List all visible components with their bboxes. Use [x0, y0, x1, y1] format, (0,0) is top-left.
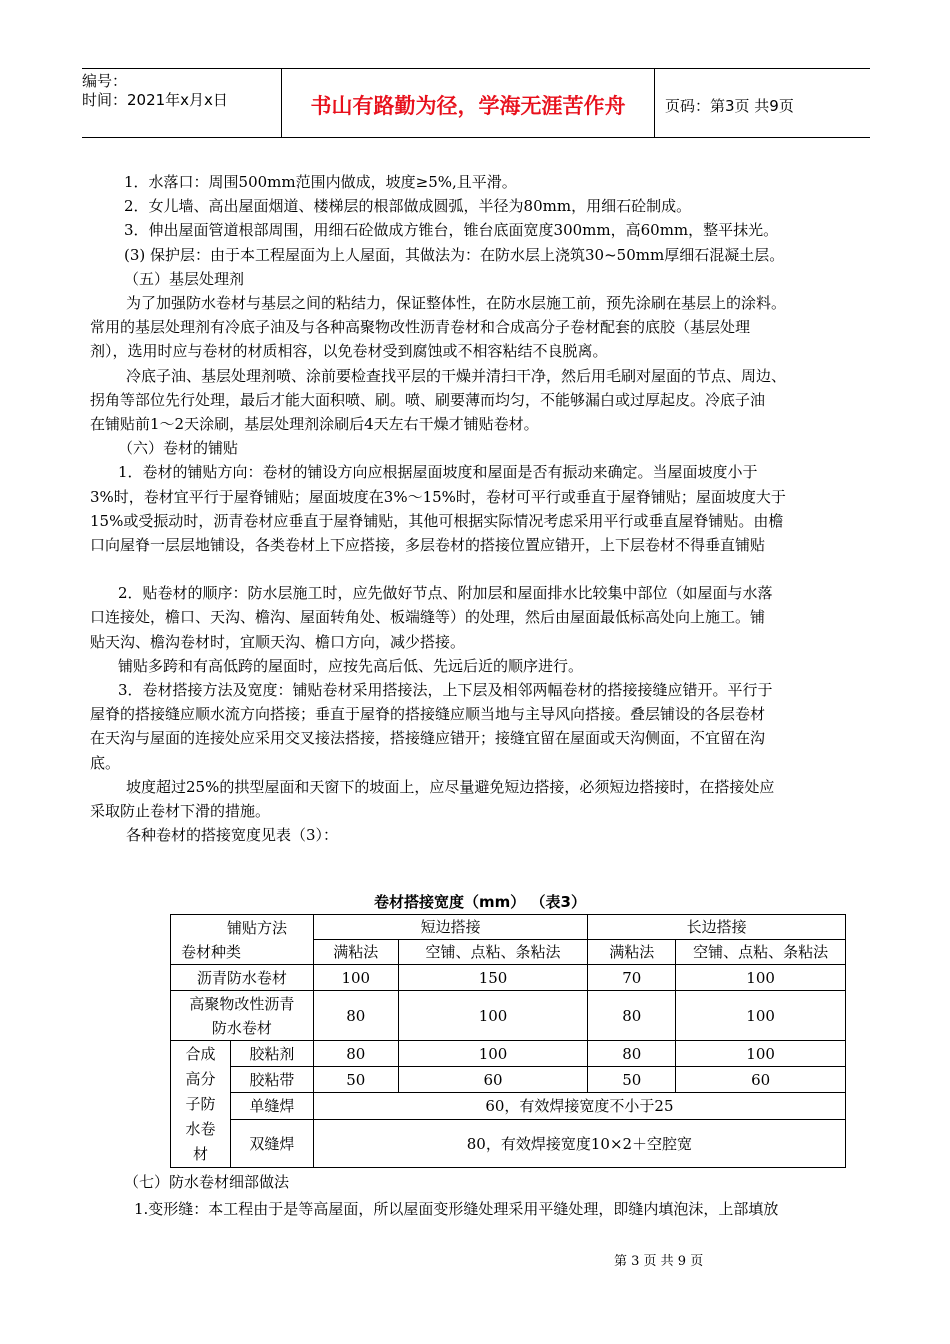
spacer — [90, 557, 870, 581]
table-cell: 80 — [313, 991, 398, 1041]
table-cell: 100 — [398, 1041, 588, 1067]
paragraph: 口向屋脊一层层地铺设，各类卷材上下应搭接，多层卷材的搭接位置应错开，上下层卷材不得垂直铺贴 — [90, 536, 766, 555]
group-label: 合成高分子防水卷材 — [171, 1041, 231, 1168]
table-row — [171, 991, 846, 1041]
section-heading: （五）基层处理剂 — [124, 269, 245, 288]
table-row — [171, 1067, 846, 1093]
paragraph: 3．卷材搭接方法及宽度：铺贴卷材采用搭接法，上下层及相邻两幅卷材的搭接接缝应错开。平行于 — [118, 681, 773, 700]
table-cell: 150 — [398, 965, 588, 991]
paragraph: 冷底子油、基层处理剂喷、涂前要检查找平层的干燥并清扫干净，然后用毛刷对屋面的节点、周边、 — [126, 366, 787, 385]
paragraph: 3．伸出屋面管道根部周围，用细石砼做成方锥台，锥台底面宽度300mm，高60mm，整平抹光。 — [124, 221, 779, 240]
table-row — [171, 1041, 846, 1067]
paragraph: 常用的基层处理剂有冷底子油及与各种高聚物改性沥青卷材和合成高分子卷材配套的底胶（基层处理 — [90, 318, 751, 337]
table-cell: 80 — [313, 1041, 398, 1067]
table-cell: 60，有效焊接宽度不小于25 — [313, 1093, 845, 1120]
row-label: 沥青防水卷材 — [171, 965, 314, 991]
table-cell: 50 — [313, 1067, 398, 1093]
table-corner-cell — [171, 915, 314, 965]
header-page-number: 页码：第3页 共9页 — [665, 96, 794, 115]
table-cell: 100 — [676, 991, 846, 1041]
paragraph: 2．贴卷材的顺序：防水层施工时，应先做好节点、附加层和屋面排水比较集中部位（如屋面与水落 — [118, 584, 773, 603]
paragraph: 剂），选用时应与卷材的材质相容，以免卷材受到腐蚀或不相容粘结不良脱离。 — [90, 342, 608, 361]
row-label: 胶粘剂 — [230, 1041, 313, 1067]
paragraph: 口连接处，檐口、天沟、檐沟、屋面转角处、板端缝等）的处理，然后由屋面最低标高处向上施工。铺 — [90, 608, 766, 627]
table-cell: 70 — [588, 965, 676, 991]
long-edge-header: 长边搭接 — [588, 915, 846, 940]
row-label: 单缝焊 — [230, 1093, 313, 1120]
table-cell: 100 — [676, 965, 846, 991]
header-meta — [82, 69, 282, 137]
paragraph: 铺贴多跨和有高低跨的屋面时，应按先高后低、先远后近的顺序进行。 — [118, 656, 584, 675]
table-row — [171, 965, 846, 991]
table-row — [171, 1120, 846, 1168]
table-cell: 100 — [398, 991, 588, 1041]
table-cell: 50 — [588, 1067, 676, 1093]
corner-method-label: 铺贴方法 — [227, 918, 288, 937]
paragraph: 1.变形缝：本工程由于是等高屋面，所以屋面变形缝处理采用平缝处理，即缝内填泡沫，上部填放 — [134, 1200, 779, 1218]
row-label: 双缝焊 — [230, 1120, 313, 1168]
paragraph: 为了加强防水卷材与基层之间的粘结力，保证整体性，在防水层施工前，预先涂刷在基层上的涂料。 — [126, 294, 787, 313]
document-body-continued — [90, 1169, 870, 1223]
table-title: 卷材搭接宽度（mm） （表3） — [374, 893, 586, 911]
table-row — [171, 1093, 846, 1120]
footer-page-number: 第 3 页 共 9 页 — [614, 1254, 704, 1269]
header-number: 编号： — [82, 72, 128, 90]
header-date: 时间：2021年x月x日 — [82, 91, 228, 109]
header-motto: 书山有路勤为径，学海无涯苦作舟 — [282, 69, 655, 137]
sub-header-partial: 空铺、点粘、条粘法 — [398, 940, 588, 965]
sub-header-full: 满粘法 — [313, 940, 398, 965]
section-heading: （七）防水卷材细部做法 — [124, 1173, 290, 1191]
table-cell: 100 — [676, 1041, 846, 1067]
short-edge-header: 短边搭接 — [313, 915, 588, 940]
table-cell: 60 — [398, 1067, 588, 1093]
paragraph: 拐角等部位先行处理，最后才能大面积喷、刷。喷、刷要薄而均匀，不能够漏白或过厚起皮。冷底子油 — [90, 390, 766, 409]
paragraph: 贴天沟、檐沟卷材时，宜顺天沟、檐口方向，减少搭接。 — [90, 632, 466, 651]
paragraph: 15%或受振动时，沥青卷材应垂直于屋脊铺贴，其他可根据实际情况考虑采用平行或垂直屋脊铺贴。由檐 — [90, 511, 784, 530]
paragraph: 1．卷材的铺贴方向：卷材的铺设方向应根据屋面坡度和屋面是否有振动来确定。当屋面坡度小于 — [118, 463, 758, 482]
overlap-width-table — [170, 914, 846, 1168]
row-label: 胶粘带 — [230, 1067, 313, 1093]
paragraph: 在铺贴前1～2天涂刷，基层处理剂涂刷后4天左右干燥才铺贴卷材。 — [90, 415, 539, 434]
paragraph: 3%时，卷材宜平行于屋脊铺贴；屋面坡度在3%～15%时，卷材可平行或垂直于屋脊铺贴；屋面坡度大于 — [90, 487, 786, 506]
paragraph: 在天沟与屋面的连接处应采用交叉接法搭接，搭接缝应错开；接缝宜留在屋面或天沟侧面，不宜留在沟 — [90, 729, 766, 748]
corner-type-label: 卷材种类 — [181, 942, 242, 961]
paragraph: 1．水落口：周围500mm范围内做成，坡度≥5%,且平滑。 — [124, 173, 517, 191]
sub-header-full: 满粘法 — [588, 940, 676, 965]
paragraph: 底。 — [90, 753, 121, 772]
paragraph: 各种卷材的搭接宽度见表（3）： — [126, 826, 339, 845]
document-body — [90, 170, 870, 847]
table-cell: 80 — [588, 1041, 676, 1067]
table-cell: 80 — [588, 991, 676, 1041]
paragraph: 采取防止卷材下滑的措施。 — [90, 802, 271, 821]
table-cell: 60 — [676, 1067, 846, 1093]
paragraph: 2．女儿墙、高出屋面烟道、楼梯层的根部做成圆弧，半径为80mm，用细石砼制成。 — [124, 197, 692, 216]
row-label: 高聚物改性沥青防水卷材 — [171, 991, 314, 1041]
paragraph: (3) 保护层：由于本工程屋面为上人屋面，其做法为：在防水层上浇筑30~50mm厚细石混凝土层。 — [124, 245, 785, 264]
table-cell: 100 — [313, 965, 398, 991]
page-header — [82, 68, 870, 138]
section-heading: （六）卷材的铺贴 — [118, 439, 239, 458]
paragraph: 屋脊的搭接缝应顺水流方向搭接；垂直于屋脊的搭接缝应顺当地与主导风向搭接。叠层铺设的各层卷材 — [90, 705, 766, 724]
paragraph: 坡度超过25%的拱型屋面和天窗下的坡面上，应尽量避免短边搭接，必须短边搭接时，在搭接处应 — [126, 777, 775, 796]
table-cell: 80，有效焊接宽度10×2＋空腔宽 — [313, 1120, 845, 1168]
sub-header-partial: 空铺、点粘、条粘法 — [676, 940, 846, 965]
